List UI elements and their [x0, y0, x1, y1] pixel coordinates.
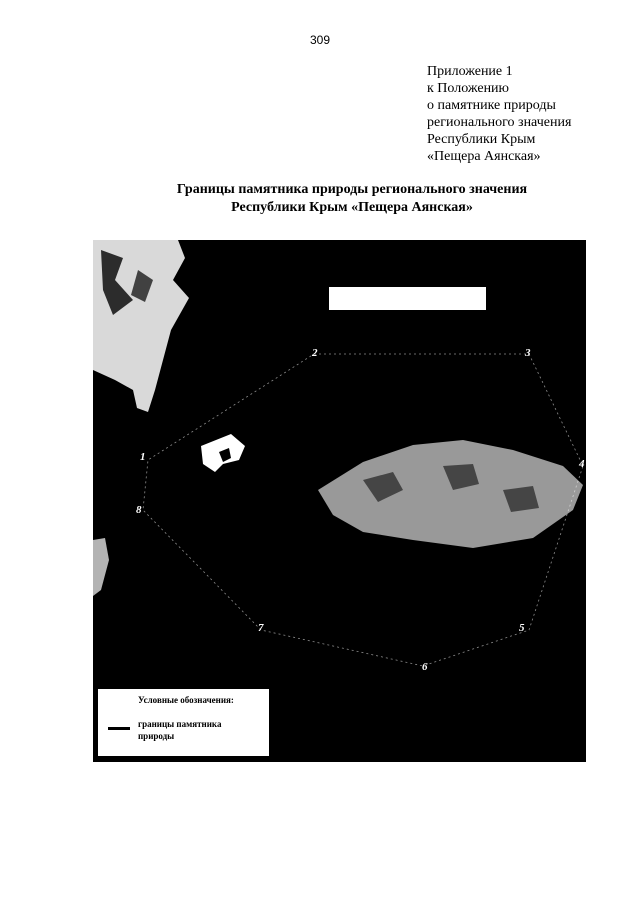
appendix-line: о памятнике природы [427, 98, 556, 113]
map-point-label: 5 [519, 622, 525, 634]
map-terrain [93, 240, 586, 762]
map-point-label: 4 [579, 458, 585, 470]
appendix-line: Приложение 1 [427, 64, 513, 79]
legend-item-label [138, 718, 221, 742]
boundary-map [93, 240, 586, 762]
terrain-patch-left-edge [93, 538, 109, 596]
appendix-line: Республики Крым [427, 132, 536, 147]
title-line: Границы памятника природы регионального значения [176, 182, 528, 197]
map-point-label: 3 [525, 347, 531, 359]
document-title [0, 181, 640, 217]
legend-title: Условные обозначения: [138, 695, 234, 705]
appendix-line: регионального значения [427, 115, 572, 130]
legend-label-line: границы памятника [138, 719, 222, 729]
map-point-label: 7 [258, 622, 264, 634]
title-line: Республики Крым «Пещера Аянская» [231, 200, 473, 215]
boundary-line-symbol [108, 727, 130, 730]
legend-label-line: природы [138, 731, 175, 741]
scale-bar [329, 287, 486, 310]
map-legend [98, 689, 269, 756]
map-point-label: 8 [136, 504, 142, 516]
map-point-label: 2 [312, 347, 318, 359]
appendix-header [427, 63, 627, 165]
terrain-patch-right [318, 440, 583, 548]
map-point-label: 6 [422, 661, 428, 673]
page-number: 309 [309, 33, 331, 47]
appendix-line: к Положению [427, 81, 510, 96]
appendix-line: «Пещера Аянская» [427, 149, 541, 164]
map-point-label: 1 [140, 451, 146, 463]
